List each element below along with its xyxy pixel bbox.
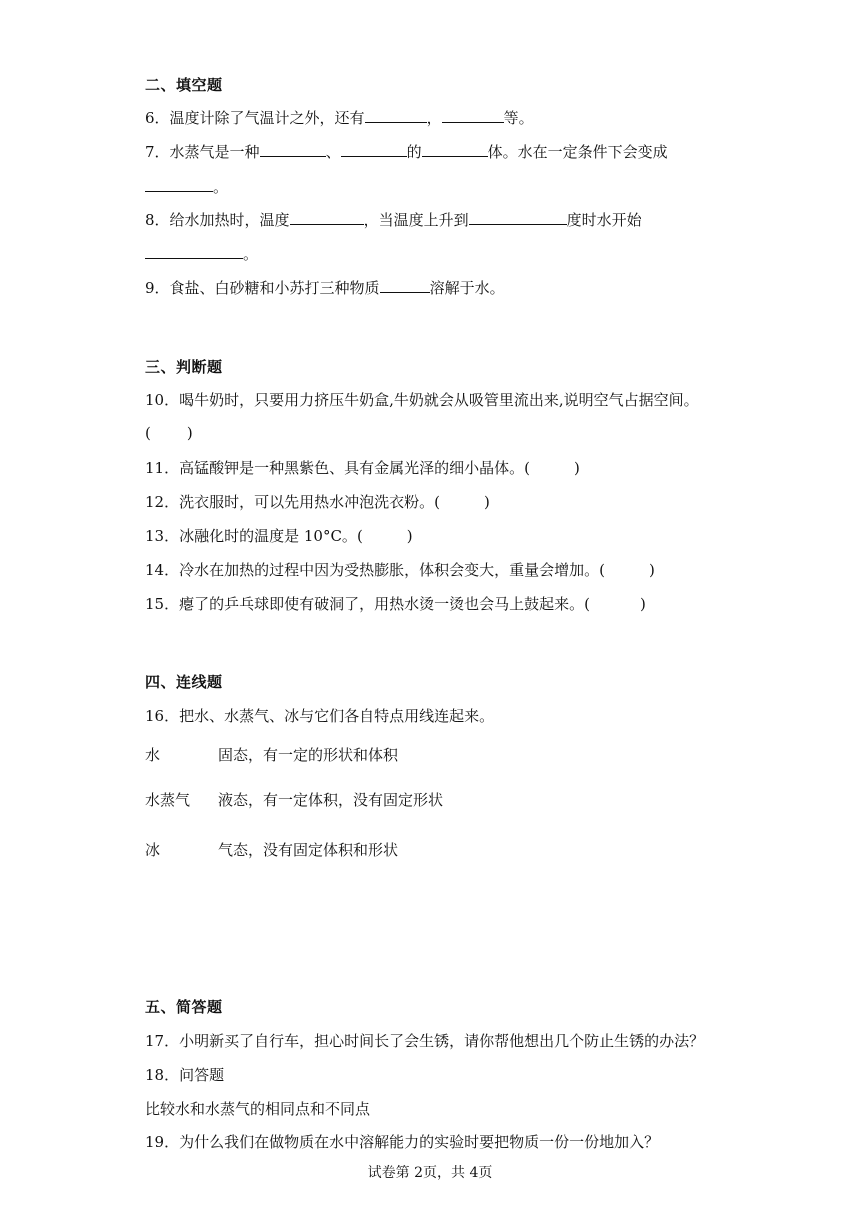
- question-number: 8．: [145, 211, 170, 229]
- question-text: 的: [406, 143, 422, 161]
- answer-blank[interactable]: [422, 142, 488, 157]
- question-text: ，: [426, 109, 442, 127]
- paren-close: ): [186, 424, 193, 442]
- question-15: [145, 593, 646, 614]
- question-18: [145, 1064, 224, 1085]
- question-text: 溶解于水。: [429, 279, 505, 297]
- question-text: 。: [213, 178, 229, 196]
- answer-blank[interactable]: [290, 210, 364, 225]
- question-number: 17．: [145, 1032, 180, 1050]
- question-text: 给水加热时，温度: [169, 211, 290, 229]
- question-8: [145, 209, 642, 230]
- section-title-short-answer: 五、简答题: [145, 998, 223, 1016]
- paren-open: (: [145, 424, 151, 442]
- question-12: [145, 491, 490, 512]
- question-text: 温度计除了气温计之外，还有: [169, 109, 365, 127]
- question-text: ，当温度上升到: [363, 211, 469, 229]
- paren-close[interactable]: ): [483, 493, 490, 511]
- question-number: 18．: [145, 1066, 180, 1084]
- question-7: [145, 141, 668, 162]
- match-left-item[interactable]: 冰: [145, 841, 161, 859]
- question-number: 6．: [145, 109, 170, 127]
- match-right-item[interactable]: 气态，没有固定体积和形状: [218, 841, 399, 859]
- section-title-matching: 四、连线题: [145, 673, 223, 691]
- paren-open[interactable]: (: [599, 561, 605, 579]
- paren-close[interactable]: ): [648, 561, 655, 579]
- question-text: 洗衣服时，可以先用热水冲泡洗衣粉。: [179, 493, 435, 511]
- answer-blank[interactable]: [260, 142, 326, 157]
- question-text: 体。水在一定条件下会变成: [487, 143, 668, 161]
- question-9: [145, 277, 505, 298]
- paren-close[interactable]: ): [406, 527, 413, 545]
- answer-paren[interactable]: [145, 424, 193, 442]
- question-number: 10．: [145, 391, 180, 409]
- question-7-cont: [145, 176, 228, 197]
- question-14: [145, 559, 655, 580]
- question-6: [145, 107, 534, 128]
- question-number: 14．: [145, 561, 180, 579]
- question-number: 9．: [145, 279, 170, 297]
- question-number: 15．: [145, 595, 180, 613]
- question-text: 冰融化时的温度是 10°C。: [179, 527, 357, 545]
- paren-close[interactable]: ): [639, 595, 646, 613]
- question-text: 高锰酸钾是一种黑紫色、具有金属光泽的细小晶体。: [179, 459, 525, 477]
- question-number: 11．: [145, 459, 180, 477]
- question-text: 食盐、白砂糖和小苏打三种物质: [169, 279, 380, 297]
- match-left-item[interactable]: 水: [145, 746, 161, 764]
- question-text: 。: [243, 245, 259, 263]
- page-footer: 试卷第 2页，共 4页: [367, 1165, 493, 1181]
- answer-blank[interactable]: [145, 244, 243, 259]
- question-10: [145, 389, 699, 410]
- question-number: 13．: [145, 527, 180, 545]
- question-19: [145, 1131, 659, 1152]
- answer-blank[interactable]: [341, 142, 407, 157]
- paren-open[interactable]: (: [434, 493, 440, 511]
- paren-open[interactable]: (: [356, 527, 363, 545]
- question-13: [145, 525, 413, 546]
- match-right-item[interactable]: 液态，有一定体积，没有固定形状: [218, 791, 444, 809]
- question-17: [145, 1030, 704, 1051]
- match-left-item[interactable]: 水蒸气: [145, 791, 191, 809]
- paren-open[interactable]: (: [584, 595, 590, 613]
- question-text: 度时水开始: [566, 211, 642, 229]
- section-title-judge: 三、判断题: [145, 358, 223, 376]
- answer-blank[interactable]: [469, 210, 567, 225]
- question-number: 16．: [145, 707, 180, 725]
- question-text: 水蒸气是一种: [169, 143, 260, 161]
- paren-open[interactable]: (: [524, 459, 530, 477]
- question-text: 为什么我们在做物质在水中溶解能力的实验时要把物质一份一份地加入？: [179, 1133, 660, 1151]
- question-text: 问答题: [179, 1066, 225, 1084]
- question-text: 瘪了的乒乓球即使有破洞了，用热水烫一烫也会马上鼓起来。: [179, 595, 585, 613]
- question-number: 12．: [145, 493, 180, 511]
- match-right-item[interactable]: 固态，有一定的形状和体积: [218, 746, 399, 764]
- question-text: 、: [325, 143, 341, 161]
- question-text: 冷水在加热的过程中因为受热膨胀，体积会变大，重量会增加。: [179, 561, 600, 579]
- question-18-subtext: 比较水和水蒸气的相同点和不同点: [145, 1100, 371, 1118]
- answer-blank[interactable]: [365, 108, 427, 123]
- question-text: 喝牛奶时，只要用力挤压牛奶盒,牛奶就会从吸管里流出来,说明空气占据空间。: [179, 391, 699, 409]
- section-title-fill-blank: 二、填空题: [145, 76, 223, 94]
- question-11: [145, 457, 580, 478]
- question-text: 等。: [503, 109, 534, 127]
- question-8-cont: [145, 243, 258, 264]
- paren-close[interactable]: ): [573, 459, 580, 477]
- question-number: 19．: [145, 1133, 180, 1151]
- answer-blank[interactable]: [442, 108, 504, 123]
- question-text: 把水、水蒸气、冰与它们各自特点用线连起来。: [179, 707, 495, 725]
- question-number: 7．: [145, 143, 170, 161]
- question-text: 小明新买了自行车，担心时间长了会生锈，请你帮他想出几个防止生锈的办法？: [179, 1032, 705, 1050]
- question-16: [145, 705, 494, 726]
- answer-blank[interactable]: [145, 177, 213, 192]
- answer-blank[interactable]: [380, 278, 430, 293]
